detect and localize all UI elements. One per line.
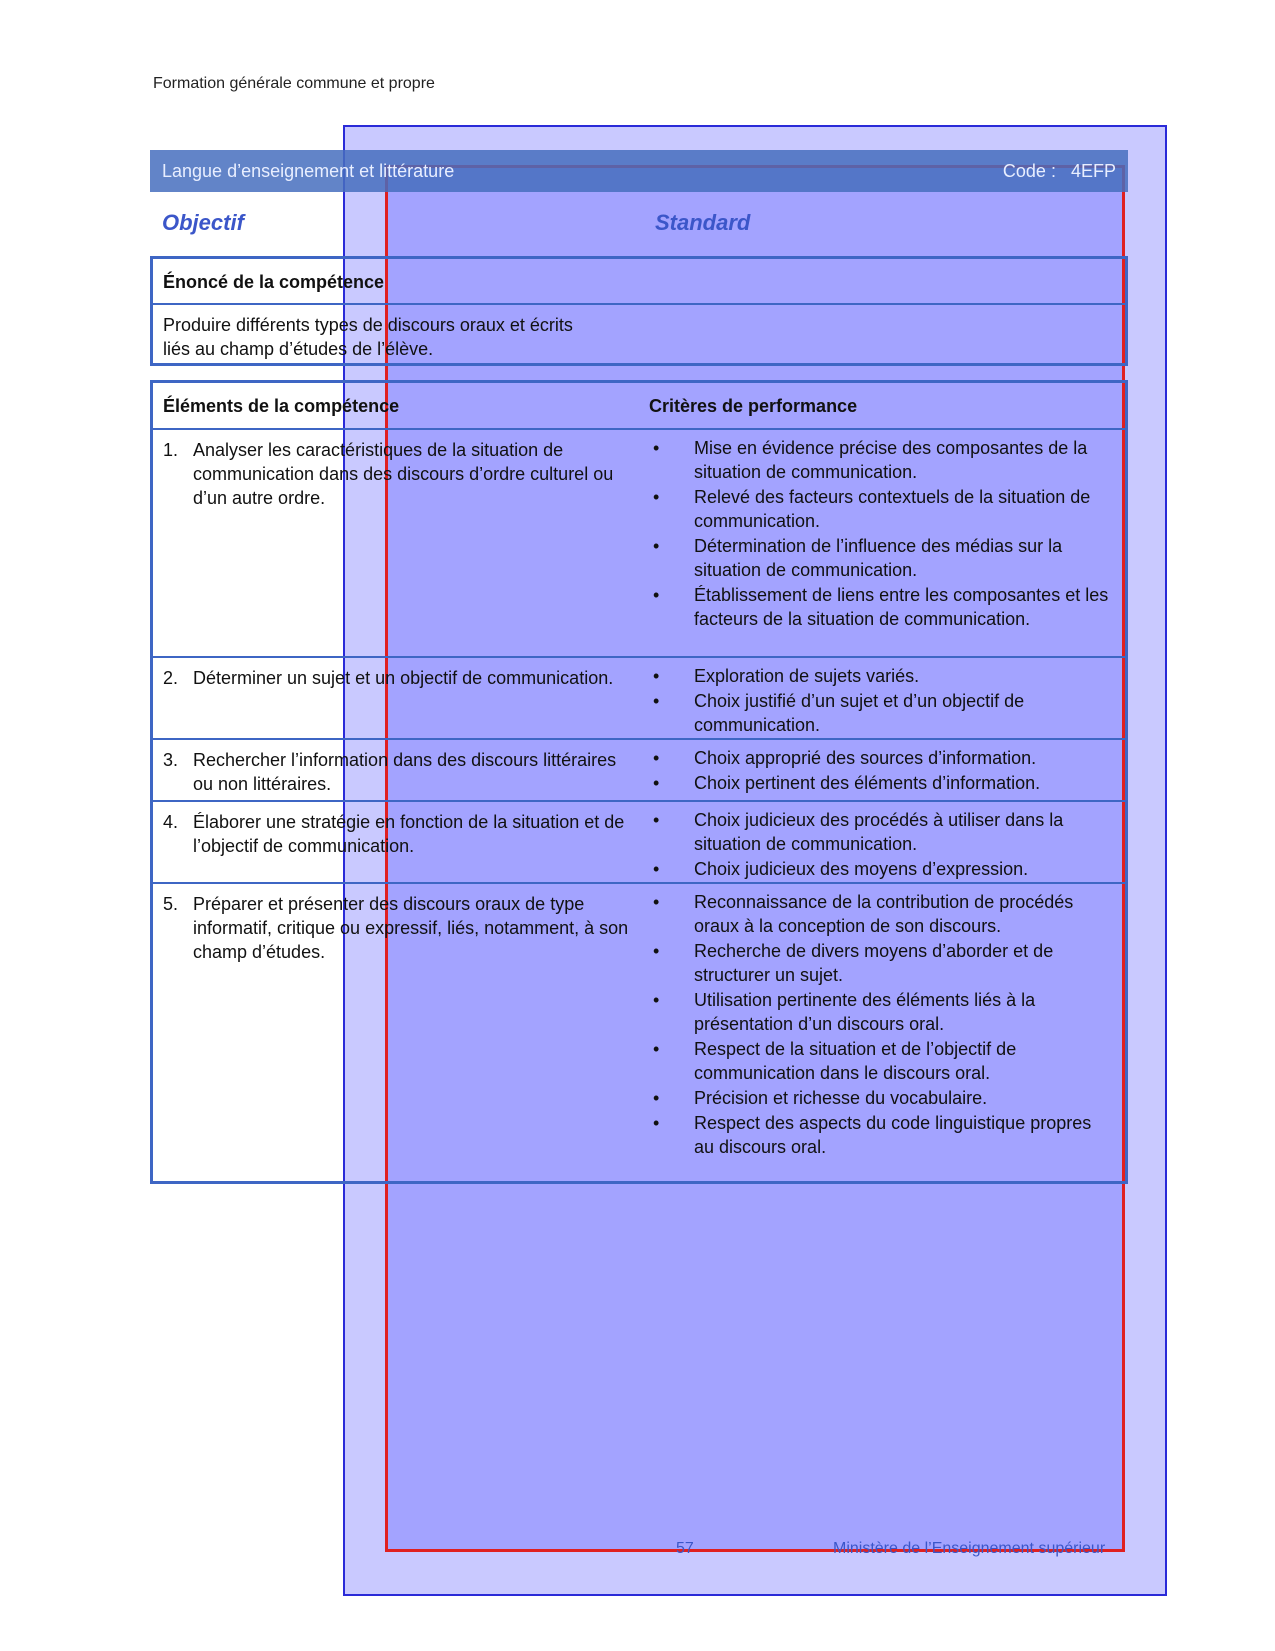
competence-text [153,303,1125,363]
elements-heading: Éléments de la compétence [163,396,400,416]
element-row [153,656,1125,738]
objective-label: Objectif [162,210,244,235]
element-number: 5. [163,894,179,914]
bullet-icon: • [653,585,660,605]
element-number: 3. [163,750,179,770]
code-value: 4EFP [1070,161,1116,181]
criterion-item: • Respect des aspects du code linguistique propres au discours oral. [653,1113,1092,1157]
element-number: 4. [163,812,179,832]
criterion-item: • Respect de la situation et de l’objectif de communication dans le discours oral. [653,1039,1017,1083]
subject-title: Langue d’enseignement et littérature [162,161,455,181]
element-row [153,882,1125,1182]
criteria-list [649,808,1114,882]
element-number: 2. [163,668,179,688]
bullet-icon: • [653,892,660,912]
criterion-item: • Exploration de sujets variés. [653,666,920,686]
standard-label: Standard [655,210,751,235]
criterion-item: • Mise en évidence précise des composantes de la situation de communication. [653,438,1088,482]
criteria-list [649,746,1114,796]
bullet-icon: • [653,438,660,458]
element-text: Élaborer une stratégie en fonction de la situation et de l’objectif de communication. [193,812,625,856]
criteria-list [649,664,1114,738]
criterion-item: • Choix justifié d’un sujet et d’un objectif de communication. [653,691,1025,735]
criterion-item: • Utilisation pertinente des éléments liés à la présentation d’un discours oral. [653,990,1036,1034]
criterion-item: • Choix judicieux des moyens d’expression. [653,859,1029,879]
criteria-list [649,436,1114,632]
criterion-item: • Précision et richesse du vocabulaire. [653,1088,988,1108]
bullet-icon: • [653,1088,660,1108]
bullet-icon: • [653,536,660,556]
element-text: Préparer et présenter des discours oraux de type informatif, critique ou expressif, liés, notamment, à son champ d’études. [193,894,629,962]
element-text: Déterminer un sujet et un objectif de communication. [193,668,614,688]
bullet-icon: • [653,941,660,961]
elements-box [150,380,1128,1184]
course-code [993,161,1116,182]
competence-statement: Produire différents types de discours oraux et écrits liés au champ d’études de l’élève. [163,315,573,359]
criterion-item: • Détermination de l’influence des médias sur la situation de communication. [653,536,1063,580]
criterion-item: • Choix judicieux des procédés à utiliser dans la situation de communication. [653,810,1064,854]
bullet-icon: • [653,487,660,507]
element-row [153,738,1125,800]
criterion-item: • Recherche de divers moyens d’aborder et de structurer un sujet. [653,941,1054,985]
criterion-item: • Reconnaissance de la contribution de procédés oraux à la conception de son discours. [653,892,1074,936]
bullet-icon: • [653,990,660,1010]
element-text: Rechercher l’information dans des discours littéraires ou non littéraires. [193,750,617,794]
criteria-list [649,890,1114,1160]
bullet-icon: • [653,773,660,793]
element-text: Analyser les caractéristiques de la situation de communication dans des discours d’ordre culturel ou d’un autre ordre. [193,440,614,508]
code-label: Code : [1002,161,1056,181]
element-row [153,800,1125,882]
element-number: 1. [163,440,179,460]
bullet-icon: • [653,748,660,768]
bullet-icon: • [653,859,660,879]
footer-ministry: Ministère de l’Enseignement supérieur [833,1540,1106,1557]
criteria-heading: Critères de performance [649,396,858,416]
bullet-icon: • [653,666,660,686]
bullet-icon: • [653,810,660,830]
competence-box [150,256,1128,366]
criterion-item: • Établissement de liens entre les composantes et les facteurs de la situation de communication. [653,585,1109,629]
criterion-item: • Choix approprié des sources d’information. [653,748,1037,768]
bullet-icon: • [653,1039,660,1059]
element-row [153,428,1125,656]
competence-heading: Énoncé de la compétence [163,272,385,292]
subject-banner [150,150,1128,192]
criterion-item: • Choix pertinent des éléments d’information. [653,773,1041,793]
page-header: Formation générale commune et propre [153,75,435,92]
bullet-icon: • [653,1113,660,1133]
page-number: 57 [676,1540,694,1557]
criterion-item: • Relevé des facteurs contextuels de la situation de communication. [653,487,1091,531]
bullet-icon: • [653,691,660,711]
elements-header [153,383,1125,428]
